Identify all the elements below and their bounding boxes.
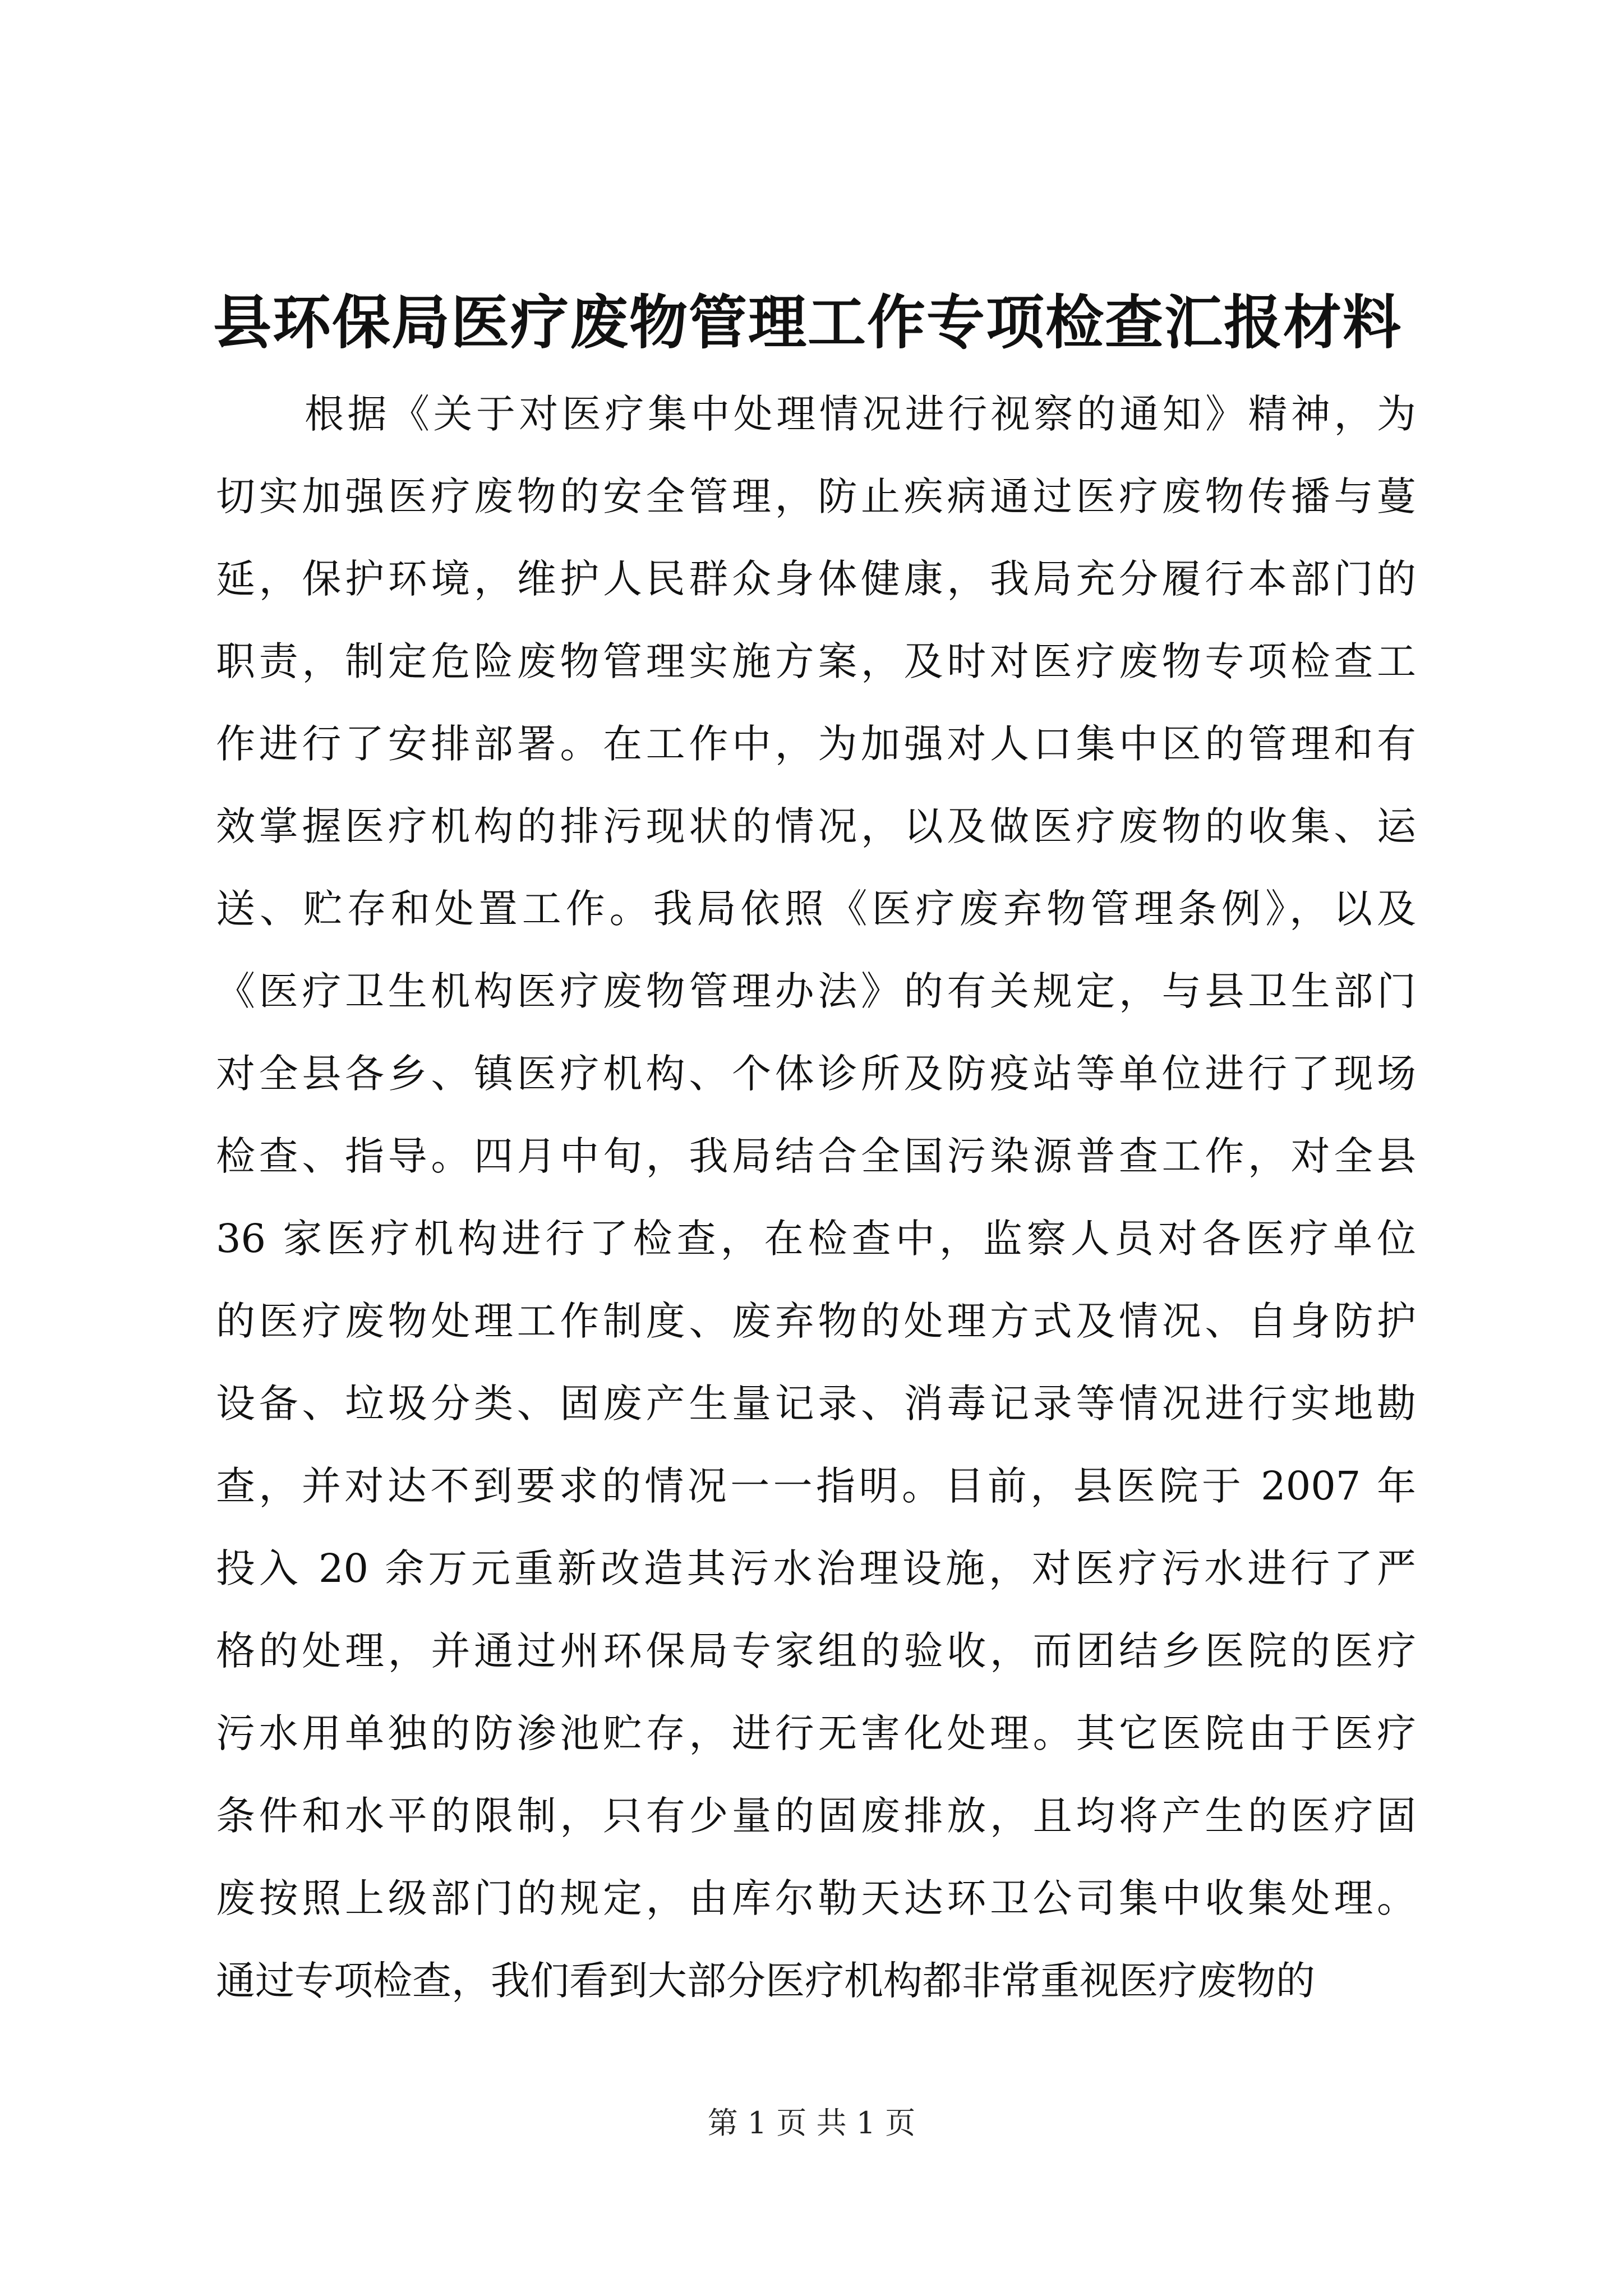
paragraph-line: 格的处理，并通过州环保局专家组的验收，而团结乡医院的医疗 — [216, 1628, 1416, 1674]
paragraph-line: 延，保护环境，维护人民群众身体健康，我局充分履行本部门的 — [216, 556, 1416, 602]
paragraph-line: 职责，制定危险废物管理实施方案，及时对医疗废物专项检查工 — [216, 638, 1416, 684]
paragraph-line: 切实加强医疗废物的安全管理，防止疾病通过医疗废物传播与蔓 — [216, 473, 1416, 519]
paragraph-line: 送、贮存和处置工作。我局依照《医疗废弃物管理条例》，以及 — [216, 886, 1416, 932]
paragraph-line: 投入 20 余万元重新改造其污水治理设施，对医疗污水进行了严 — [216, 1545, 1416, 1591]
paragraph-line: 《医疗卫生机构医疗废物管理办法》的有关规定，与县卫生部门 — [216, 968, 1416, 1014]
paragraph-line: 根据《关于对医疗集中处理情况进行视察的通知》精神，为 — [305, 391, 1416, 437]
paragraph-line: 检查、指导。四月中旬，我局结合全国污染源普查工作，对全县 — [216, 1133, 1416, 1179]
body-paragraph — [216, 373, 1416, 2022]
paragraph-line: 污水用单独的防渗池贮存，进行无害化处理。其它医院由于医疗 — [216, 1710, 1416, 1756]
paragraph-line: 通过专项检查，我们看到大部分医疗机构都非常重视医疗废物的 — [216, 1958, 1315, 2004]
paragraph-line: 的医疗废物处理工作制度、废弃物的处理方式及情况、自身防护 — [216, 1298, 1416, 1344]
paragraph-line: 效掌握医疗机构的排污现状的情况，以及做医疗废物的收集、运 — [216, 803, 1416, 849]
paragraph-line: 36 家医疗机构进行了检查，在检查中，监察人员对各医疗单位 — [216, 1216, 1416, 1262]
paragraph-line: 对全县各乡、镇医疗机构、个体诊所及防疫站等单位进行了现场 — [216, 1051, 1416, 1097]
paragraph-line: 查，并对达不到要求的情况一一指明。目前，县医院于 2007 年 — [216, 1463, 1416, 1509]
page-number-footer: 第 1 页 共 1 页 — [707, 2105, 916, 2141]
paragraph-line: 设备、垃圾分类、固废产生量记录、消毒记录等情况进行实地勘 — [216, 1381, 1416, 1427]
paragraph-line: 条件和水平的限制，只有少量的固废排放，且均将产生的医疗固 — [216, 1793, 1416, 1839]
document-title: 县环保局医疗废物管理工作专项检查汇报材料 — [213, 288, 1403, 357]
paragraph-line: 作进行了安排部署。在工作中，为加强对人口集中区的管理和有 — [216, 721, 1416, 767]
paragraph-line: 废按照上级部门的规定，由库尔勒天达环卫公司集中收集处理。 — [216, 1875, 1416, 1921]
